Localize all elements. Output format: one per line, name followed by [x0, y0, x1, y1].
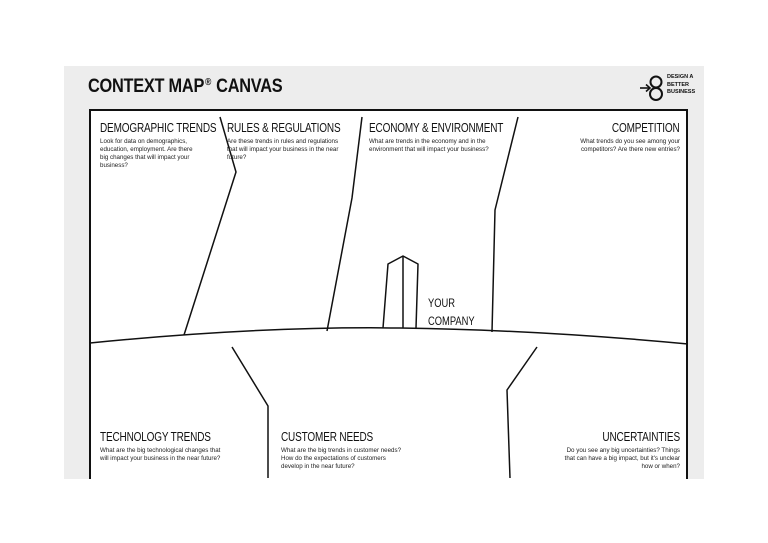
section-desc-competition: What trends do you see among your competitors? Are there new entries? — [580, 138, 680, 153]
section-desc-demographic-trends: Look for data on demographics, education, employment. Are there big changes that will impact your business? — [100, 138, 193, 169]
section-desc-customer-needs: What are the big trends in customer needs? How do the expectations of customers develop in the near future? — [281, 447, 402, 470]
section-title-demographic-trends: DEMOGRAPHIC TRENDS — [100, 121, 217, 135]
canvas-title-main: CONTEXT MAP — [88, 76, 205, 97]
section-desc-uncertainties: Do you see any big uncertainties? Things that can have a big impact, but it's unclear how or when? — [564, 447, 680, 470]
horizon-line — [90, 328, 688, 344]
divider-customer-uncertainties — [507, 347, 537, 478]
logo-line: BUSINESS — [667, 89, 696, 95]
section-title-customer-needs: CUSTOMER NEEDS — [281, 430, 374, 444]
logo-line: BETTER — [667, 81, 689, 88]
section-title-competition: COMPETITION — [612, 121, 680, 135]
section-desc-technology-trends: What are the big technological changes that will impact your business in the near future? — [100, 447, 221, 462]
registered-mark: ® — [204, 77, 212, 88]
canvas-title-tail: CANVAS — [211, 76, 283, 97]
section-title-economy-environment: ECONOMY & ENVIRONMENT — [369, 121, 504, 135]
section-title-rules-regulations: RULES & REGULATIONS — [227, 121, 341, 135]
divider-technology-customer — [232, 347, 268, 478]
section-title-uncertainties: UNCERTAINTIES — [602, 430, 680, 444]
company-label — [428, 294, 498, 330]
section-title-technology-trends: TECHNOLOGY TRENDS — [100, 430, 211, 444]
section-desc-rules-regulations: Are these trends in rules and regulations that will impact your business in the near future? — [227, 138, 339, 161]
company-label-line1: YOUR — [428, 296, 456, 310]
section-desc-economy-environment: What are trends in the economy and in the environment that will impact your business? — [369, 138, 489, 153]
company-label-line2: COMPANY — [428, 314, 475, 328]
logo-line: DESIGN A — [667, 74, 694, 80]
company-tower — [383, 256, 418, 328]
